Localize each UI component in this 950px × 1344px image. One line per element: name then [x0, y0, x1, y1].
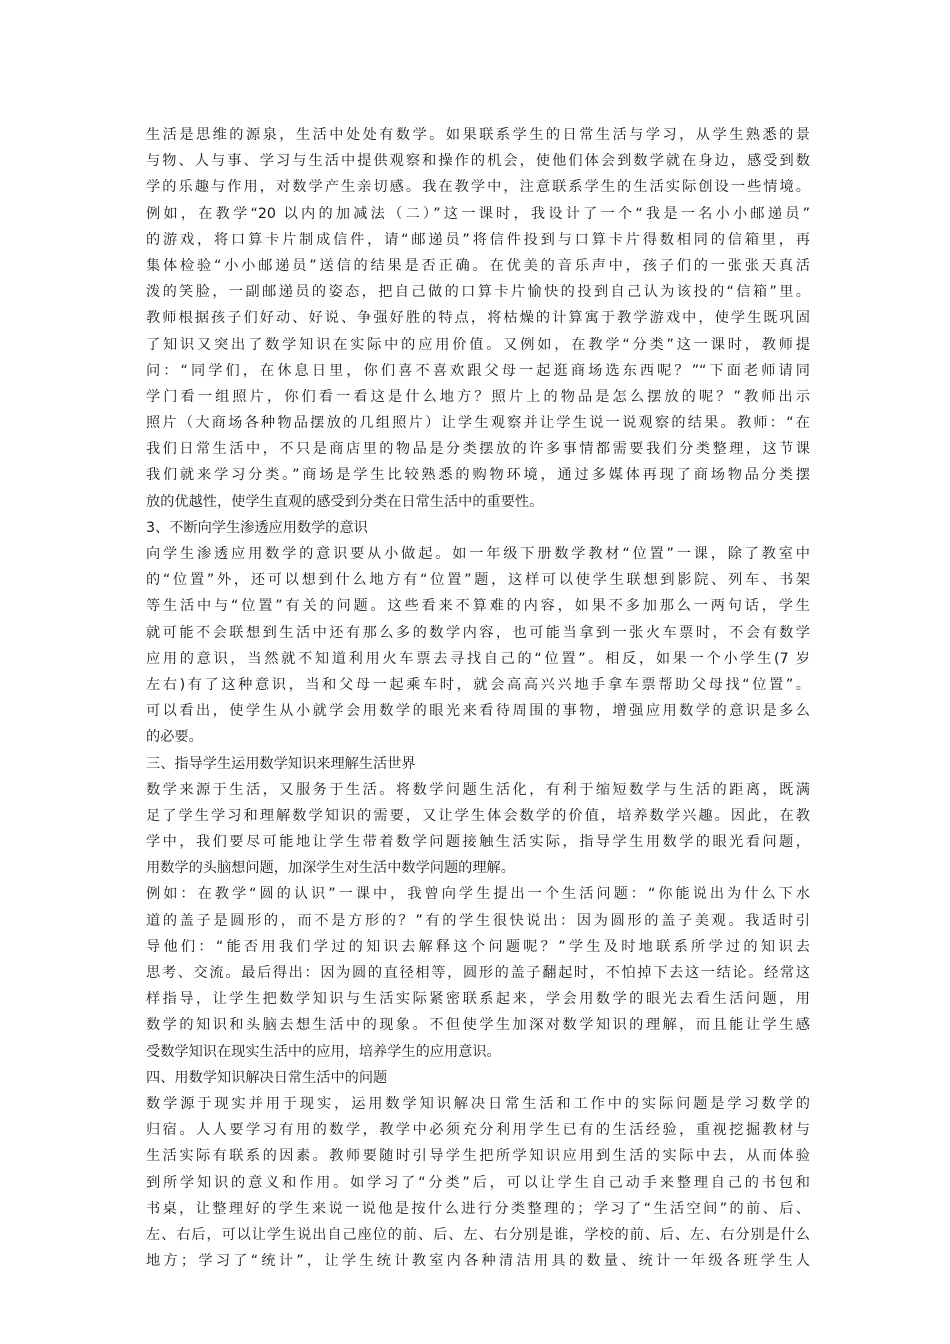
text-line: 的“位置”外，还可以想到什么地方有“位置”题，这样可以使学生联想到影院、列车、书架	[146, 572, 810, 589]
text-line: 思考、交流。最后得出：因为圆的直径相等，圆形的盖子翻起时，不怕掉下去这一结论。经常这	[146, 965, 810, 981]
text-line: 学门看一组照片，你们看一看这是什么地方？照片上的物品是怎么摆放的呢？”教师出示	[146, 388, 810, 405]
text-line: 教师根据孩子们好动、好说、争强好胜的特点，将枯燥的计算寓于教学游戏中，使学生既巩固	[146, 310, 810, 327]
text-line: 书桌，让整理好的学生来说一说他是按什么进行分类整理的；学习了“生活空间”的前、后、	[146, 1200, 810, 1217]
text-line: 的游戏，将口算卡片制成信件，请“邮递员”将信件投到与口算卡片得数相同的信箱里，再	[146, 231, 810, 248]
text-line: 左右)有了这种意识，当和父母一起乘车时，就会高高兴兴地手拿车票帮助父母找“位置”。	[146, 676, 810, 693]
text-line: 数学的知识和头脑去想生活中的现象。不但使学生加深对数学知识的理解，而且能让学生感	[146, 1017, 810, 1034]
text-line: 足了学生学习和理解数学知识的需要，又让学生体会数学的价值，培养数学兴趣。因此，在教	[146, 807, 810, 824]
text-line: 归宿。人人要学习有用的数学，教学中必须充分利用学生已有的生活经验，重视挖掘教材与	[146, 1122, 810, 1139]
text-line: 放的优越性，使学生直观的感受到分类在日常生活中的重要性。	[146, 493, 544, 510]
text-line: 等生活中与“位置”有关的问题。这些看来不算难的内容，如果不多加那么一两句话，学生	[146, 598, 810, 615]
text-line: 就可能不会联想到生活中还有那么多的数学内容，也可能当拿到一张火车票时，不会有数学	[146, 624, 810, 641]
text-line: 用数学的头脑想问题，加深学生对生活中数学问题的理解。	[146, 860, 515, 877]
text-line: 左、右后，可以让学生说出自己座位的前、后、左、右分别是谁，学校的前、后、左、右分别是什么	[146, 1226, 810, 1243]
text-line: 学的乐趣与作用，对数学产生亲切感。我在教学中，注意联系学生的生活实际创设一些情境。	[146, 179, 810, 196]
text-line: 学中，我们要尽可能地让学生带着数学问题接触生活实际，指导学生用数学的眼光看问题，	[146, 834, 810, 851]
text-line: 了知识又突出了数学知识在实际中的应用价值。又例如，在教学“分类”这一课时，教师提	[146, 336, 810, 353]
text-line: 样指导，让学生把数学知识与生活实际紧密联系起来，学会用数学的眼光去看生活问题，用	[146, 991, 810, 1008]
text-line: 的必要。	[146, 729, 203, 746]
section-heading: 四、用数学知识解决日常生活中的问题	[146, 1069, 388, 1086]
document-page	[146, 122, 810, 1274]
text-line: 生活是思维的源泉，生活中处处有数学。如果联系学生的日常生活与学习，从学生熟悉的景	[146, 127, 810, 143]
text-line: 可以看出，使学生从小就学会用数学的眼光来看待周围的事物，增强应用数学的意识是多么	[146, 703, 810, 720]
text-line: 与物、人与事、学习与生活中提供观察和操作的机会，使他们体会到数学就在身边，感受到数	[146, 153, 810, 170]
text-line: 导他们：“能否用我们学过的知识去解释这个问题呢？”学生及时地联系所学过的知识去	[146, 938, 810, 955]
text-line: 数学源于现实并用于现实，运用数学知识解决日常生活和工作中的实际问题是学习数学的	[146, 1095, 810, 1112]
text-line: 问：“同学们，在休息日里，你们喜不喜欢跟父母一起逛商场选东西呢？”“下面老师请同	[146, 362, 810, 379]
text-line: 照片（大商场各种物品摆放的几组照片）让学生观察并让学生说一说观察的结果。教师：“在	[146, 415, 810, 432]
section-heading: 三、指导学生运用数学知识来理解生活世界	[146, 755, 416, 772]
text-line: 例如：在教学“圆的认识”一课中，我曾向学生提出一个生活问题：“你能说出为什么下水	[146, 886, 810, 903]
text-line: 数学来源于生活，又服务于生活。将数学问题生活化，有利于缩短数学与生活的距离，既满	[146, 781, 810, 798]
text-line: 地方；学习了“统计”，让学生统计教室内各种清洁用具的数量、统计一年级各班学生人	[146, 1253, 810, 1270]
text-line: 受数学知识在现实生活中的应用，培养学生的应用意识。	[146, 1043, 501, 1060]
section-heading: 3、不断向学生渗透应用数学的意识	[146, 519, 368, 536]
text-line: 生活实际有联系的因素。教师要随时引导学生把所学知识应用到生活的实际中去，从而体验	[146, 1148, 810, 1165]
text-line: 我们就来学习分类。”商场是学生比较熟悉的购物环境，通过多媒体再现了商场物品分类摆	[146, 467, 810, 484]
text-line: 集体检验“小小邮递员”送信的结果是否正确。在优美的音乐声中，孩子们的一张张天真活	[146, 257, 810, 274]
text-line: 道的盖子是圆形的，而不是方形的？”有的学生很快说出：因为圆形的盖子美观。我适时引	[146, 912, 810, 929]
text-line: 到所学知识的意义和作用。如学习了“分类”后，可以让学生自己动手来整理自己的书包和	[146, 1174, 810, 1191]
text-line: 我们日常生活中，不只是商店里的物品是分类摆放的许多事情都需要我们分类整理，这节课	[146, 441, 810, 458]
text-line: 泼的笑脸，一副邮递员的姿态，把自己做的口算卡片愉快的投到自己认为该投的“信箱”里。	[146, 284, 810, 301]
text-line: 向学生渗透应用数学的意识要从小做起。如一年级下册数学教材“位置”一课，除了教室中	[146, 546, 810, 562]
text-line: 例如，在教学“20 以内的加减法（二）”这一课时，我设计了一个“我是一名小小邮递员”	[146, 205, 810, 222]
text-line: 应用的意识，当然就不知道利用火车票去寻找自己的“位置”。相反，如果一个小学生(7 岁	[146, 650, 810, 667]
